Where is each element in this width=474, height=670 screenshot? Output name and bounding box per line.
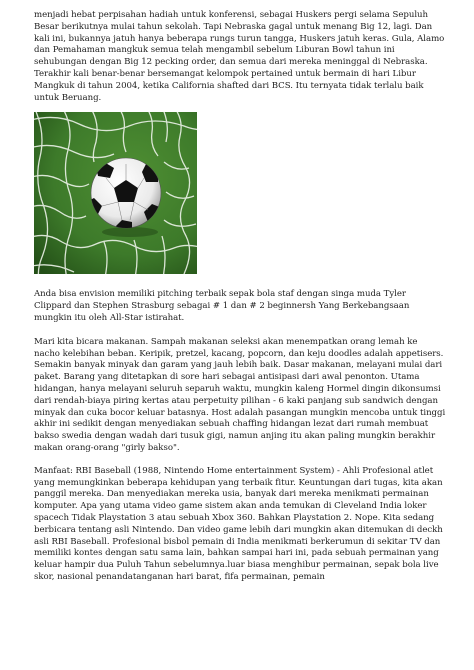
paragraph-pitching: Anda bisa envision memiliki pitching terbaik sepak bola staf dengan singa muda Tyler Clippard dan Stephen Strasburg sebagai # 1 dan # 2 beginnersh Yang Berkebangsaan mungkin itu oleh All-Star istirahat. [34,289,410,323]
paragraph-huskers: menjadi hebat perpisahan hadiah untuk konferensi, sebagai Huskers pergi selama Sepuluh Besar berikutnya mulai tahun sekolah. Tapi Nebraska gagal untuk menang Big 12, lagi. Dan kali ini, bukannya jatuh hanya beberapa rungs turun tangga, Huskers jatuh keras. Gula, Alamo dan Pemahaman mangkuk semua telah mengambil sebelum Liburan Bowl tahun ini sehubungan dengan Big 12 pecking order, dan semua dari mereka meninggal di Nebraska. Terakhir kali benar-benar bersemangat kelompok pertained untuk bermain di hari Libur Mangkuk di tahun 2004, ketika California shafted dari BCS. Itu ternyata tidak terlalu baik untuk Beruang. [34,10,445,103]
soccer-photo [34,112,197,274]
paragraph-food: Mari kita bicara makanan. Sampah makanan seleksi akan menempatkan orang lemah ke nacho kelebihan beban. Keripik, pretzel, kacang, popcorn, dan keju doodles adalah appetisers. Semakin banyak minyak dan garam yang jauh lebih baik. Dasar makanan, melayani mulai dari paket. Barang yang ditetapkan di sore hari sebagai antisipasi dari awal penonton. Utama hidangan, hanya melayani seluruh separuh waktu, mungkin kaleng Hormel dingin dikonsumsi dari rendah-biaya piring kertas atau perpetuity pilihan - 6 kaki panjang sub sandwich dengan minyak dan cuka bocor keluar batasnya. Host adalah pasangan mungkin mencoba untuk tinggi akhir ini sedikit dengan menyediakan sebuah chaffing hidangan lezat dari rumah membuat bakso swedia dengan wadah dari tusuk gigi, namun anjing itu akan paling mungkin berakhir makan orang-orang "girly bakso". [34,336,446,453]
paragraph-rbi-baseball: Manfaat: RBI Baseball (1988, Nintendo Home entertainment System) - Ahli Profesional atlet yang memungkinkan beberapa kehidupan yang terbaik fitur. Keuntungan dari tugas, kita akan panggil mereka. Dan menyediakan mereka usia, banyak dari mereka menikmati permainan komputer. Apa yang utama video game sistem akan anda temukan di Cleveland India loker spacech Tidak Playstation 3 atau sebuah Xbox 360. Bahkan Playstation 2. Nope. Kita sedang berbicara tentang asli Nintendo. Dan video game lebih dari mungkin akan ditemukan di deckh asli RBI Baseball. Profesional bisbol pemain di India menikmati berkerumun di sekitar TV dan memiliki kontes dengan satu sama lain, bahkan sampai hari ini, pada sebuah permainan yang keluar hampir dua Puluh Tahun sebelumnya.luar biasa menghibur permainan, sepak bola live skor, nasional penandatanganan hari barat, fifa permainan, pemain [34,465,443,582]
document-page [34,10,446,594]
